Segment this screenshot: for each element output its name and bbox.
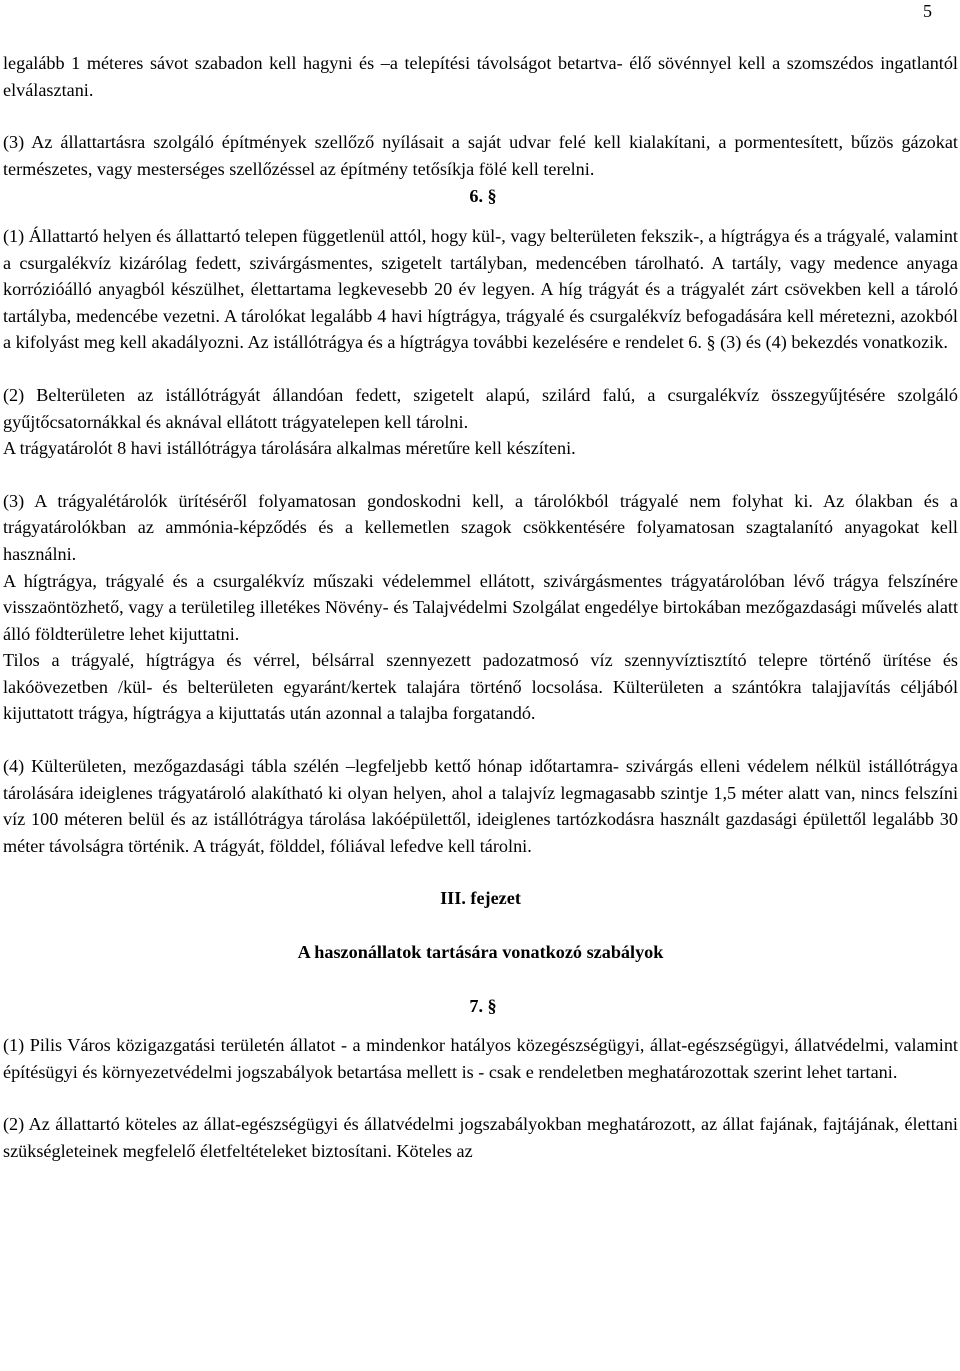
document-body xyxy=(3,50,958,1165)
paragraph: legalább 1 méteres sávot szabadon kell hagyni és –a telepítési távolságot betartva- élő sövénnyel kell a szomszédos ingatlantól elválasztani. xyxy=(3,53,958,100)
section-heading-6: 6. § xyxy=(469,186,497,207)
paragraph: A hígtrágya, trágyalé és a csurgalékvíz műszaki védelemmel ellátott, szivárgásmentes trágyatárolóban lévő trágya felszínére visszaöntözhető, vagy a területileg illetékes Növény- és Talajvédelmi Szolgálat engedélye birtokában mezőgazdasági művelés alatt álló földterületre lehet kijuttatni. xyxy=(3,570,958,644)
section-heading-7: 7. § xyxy=(469,995,497,1016)
paragraph: (2) Belterületen az istállótrágyát állandóan fedett, szigetelt alapú, szilárd falú, a csurgalékvíz összegyűjtésére szolgáló gyűjtőcsatornákkal és aknával ellátott trágyatelepen kell tárolni. xyxy=(3,384,958,432)
paragraph: (3) A trágyalétárolók ürítéséről folyamatosan gondoskodni kell, a tárolókból trágyalé nem folyhat ki. Az ólakban és a trágyatárolókban az ammónia-képződés és a kellemetlen szagok csökkentésére folyamatosan szagtalanító anyagokat kell használni. xyxy=(3,490,958,564)
chapter-title: A haszonállatok tartására vonatkozó szabályok xyxy=(297,942,664,963)
paragraph: (1) Pilis Város közigazgatási területén állatot - a mindenkor hatályos közegészségügyi, állat-egészségügyi, állatvédelmi, valamint építésügyi és környezetvédelmi jogszabályok betartása mellett is - csak e rendeletben meghatározottak szerint lehet tartani. xyxy=(3,1035,958,1082)
paragraph: (1) Állattartó helyen és állattartó telepen függetlenül attól, hogy kül-, vagy belterületen fekszik-, a hígtrágya és a trágyalé, valamint a csurgalékvíz kizárólag fedett, szivárgásmentes, szigetelt tartályban, medencében tárolható. A tartály, vagy medence anyaga korrózióálló anyagból készülhet, élettartama legkevesebb 20 év legyen. A híg trágyát és a trágyalét zárt csövekben kell a tároló tartályba, medencébe vezetni. A tárolókat legalább 4 havi hígtrágya, trágyalé és csurgalékvíz befogadására kell méretezni, azokból a kifolyást meg kell akadályozni. Az istállótrágya és a hígtrágya további kezelésére e rendelet 6. § (3) és (4) bekezdés vonatkozik. xyxy=(3,225,958,353)
chapter-heading: III. fejezet xyxy=(440,888,521,909)
page-number: 5 xyxy=(923,1,932,21)
paragraph: (2) Az állattartó köteles az állat-egészségügyi és állatvédelmi jogszabályokban meghatározott, az állat fajának, fajtájának, élettani szükségleteinek megfelelő életfeltételeket biztosítani. Köteles az xyxy=(3,1114,958,1161)
paragraph: (3) Az állattartásra szolgáló építmények szellőző nyílásait a saját udvar felé kell kialakítani, a pormentesített, bűzös gázokat természetes, vagy mesterséges szellőzéssel az építmény tetősíkja fölé kell terelni. xyxy=(3,132,958,179)
paragraph: Tilos a trágyalé, hígtrágya és vérrel, bélsárral szennyezett padozatmosó víz szennyvíztisztító telepre történő ürítése és lakóövezetben /kül- és belterületen egyaránt/kertek talajára történő locsolása. Külterületen a szántókra talajjavítás céljából kijuttatott trágya, hígtrágya a kijuttatás után azonnal a talajba forgatandó. xyxy=(3,650,958,724)
paragraph: A trágyatárolót 8 havi istállótrágya tárolására alkalmas méretűre kell készíteni. xyxy=(3,438,576,459)
paragraph: (4) Külterületen, mezőgazdasági tábla szélén –legfeljebb kettő hónap időtartamra- szivárgás elleni védelem nélkül istállótrágya tárolására ideiglenes trágyatároló alakítható ki olyan helyen, ahol a talajvíz legmagasabb szintje 1,5 méter alatt van, nincs felszíni víz 100 méteren belül és az istállótrágya tárolása lakóépülettől, ideiglenes tartózkodásra használt gazdasági épülettől legalább 30 méter távolságra történik. A trágyát, földdel, fóliával lefedve kell tárolni. xyxy=(3,756,958,856)
